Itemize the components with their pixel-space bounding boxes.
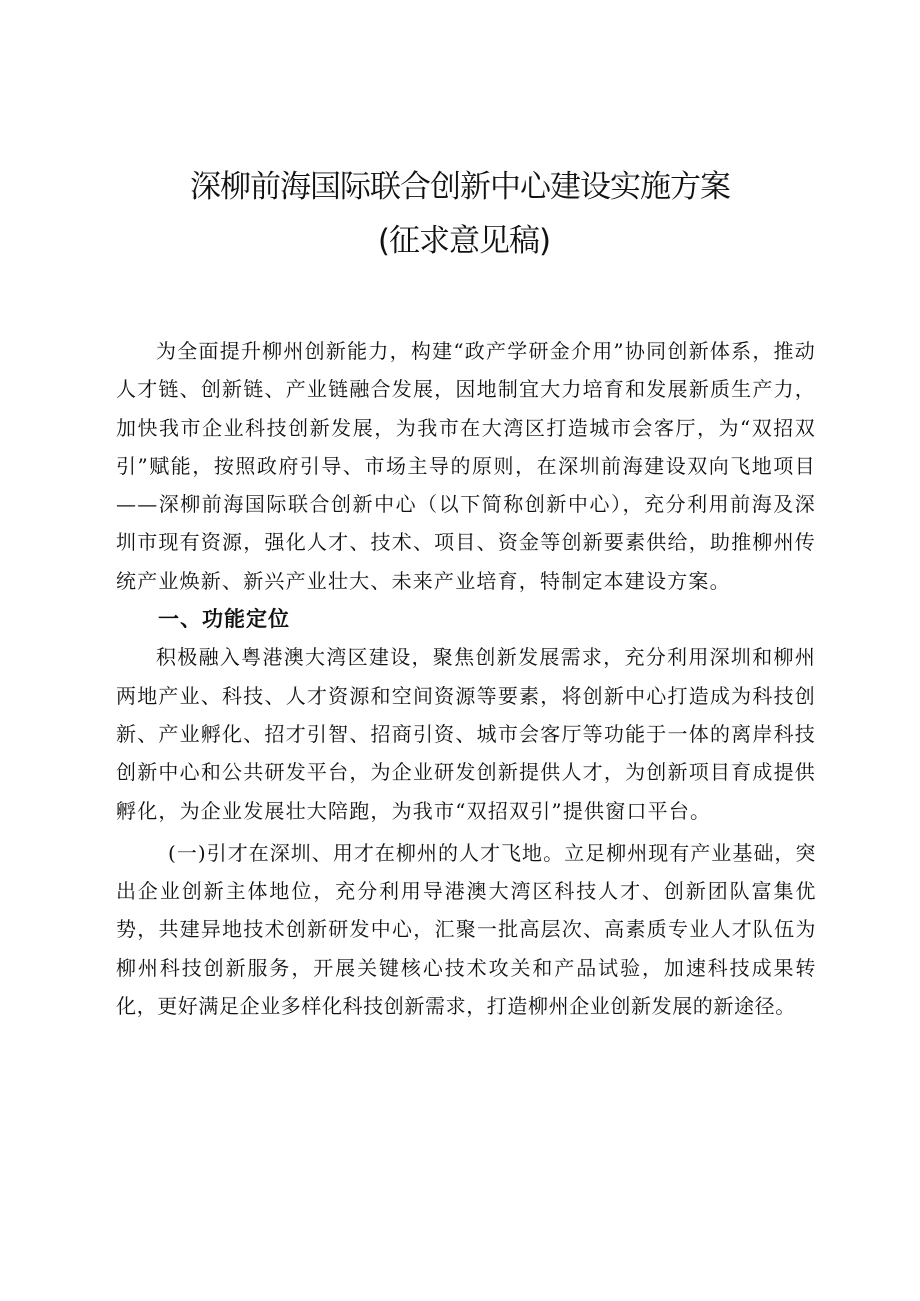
document-title (0, 160, 920, 268)
intro-paragraph: 为全面提升柳州创新能力，构建“政产学研金介用”协同创新体系，推动人才链、创新链、产业链融合发展，因地制宜大力培育和发展新质生产力，加快我市企业科技创新发展，为我市在大湾区打造城市会客厅，为“双招双引”赋能，按照政府引导、市场主导的原则，在深圳前海建设双向飞地项目——深柳前海国际联合创新中心（以下简称创新中心），充分利用前海及深圳市现有资源，强化人才、技术、项目、资金等创新要素供给，助推柳州传统产业焕新、新兴产业壮大、未来产业培育，特制定本建设方案。 (116, 339, 816, 593)
section-heading-function: 一、功能定位 (158, 607, 290, 632)
item-paragraph-talent: (一)引才在深圳、用才在柳州的人才飞地。立足柳州现有产业基础，突出企业创新主体地位，充分利用导港澳大湾区科技人才、创新团队富集优势，共建异地技术创新研发中心，汇聚一批高层次、高素质专业人才队伍为柳州科技创新服务，开展关键核心技术攻关和产品试验，加速科技成果转化，更好满足企业多样化科技创新需求，打造柳州企业创新发展的新途径。 (116, 840, 816, 1019)
title-subtitle: (征求意见稿) (377, 223, 551, 259)
section-paragraph-function: 积极融入粤港澳大湾区建设，聚焦创新发展需求，充分利用深圳和柳州两地产业、科技、人才资源和空间资源等要素，将创新中心打造成为科技创新、产业孵化、招才引智、招商引资、城市会客厅等功能于一体的离岸科技创新中心和公共研发平台，为企业研发创新提供人才，为创新项目育成提供孵化，为企业发展壮大陪跑，为我市“双招双引”提供窗口平台。 (116, 645, 816, 823)
document-body (116, 332, 816, 1025)
title-main: 深柳前海国际联合创新中心建设实施方案 (190, 169, 730, 205)
